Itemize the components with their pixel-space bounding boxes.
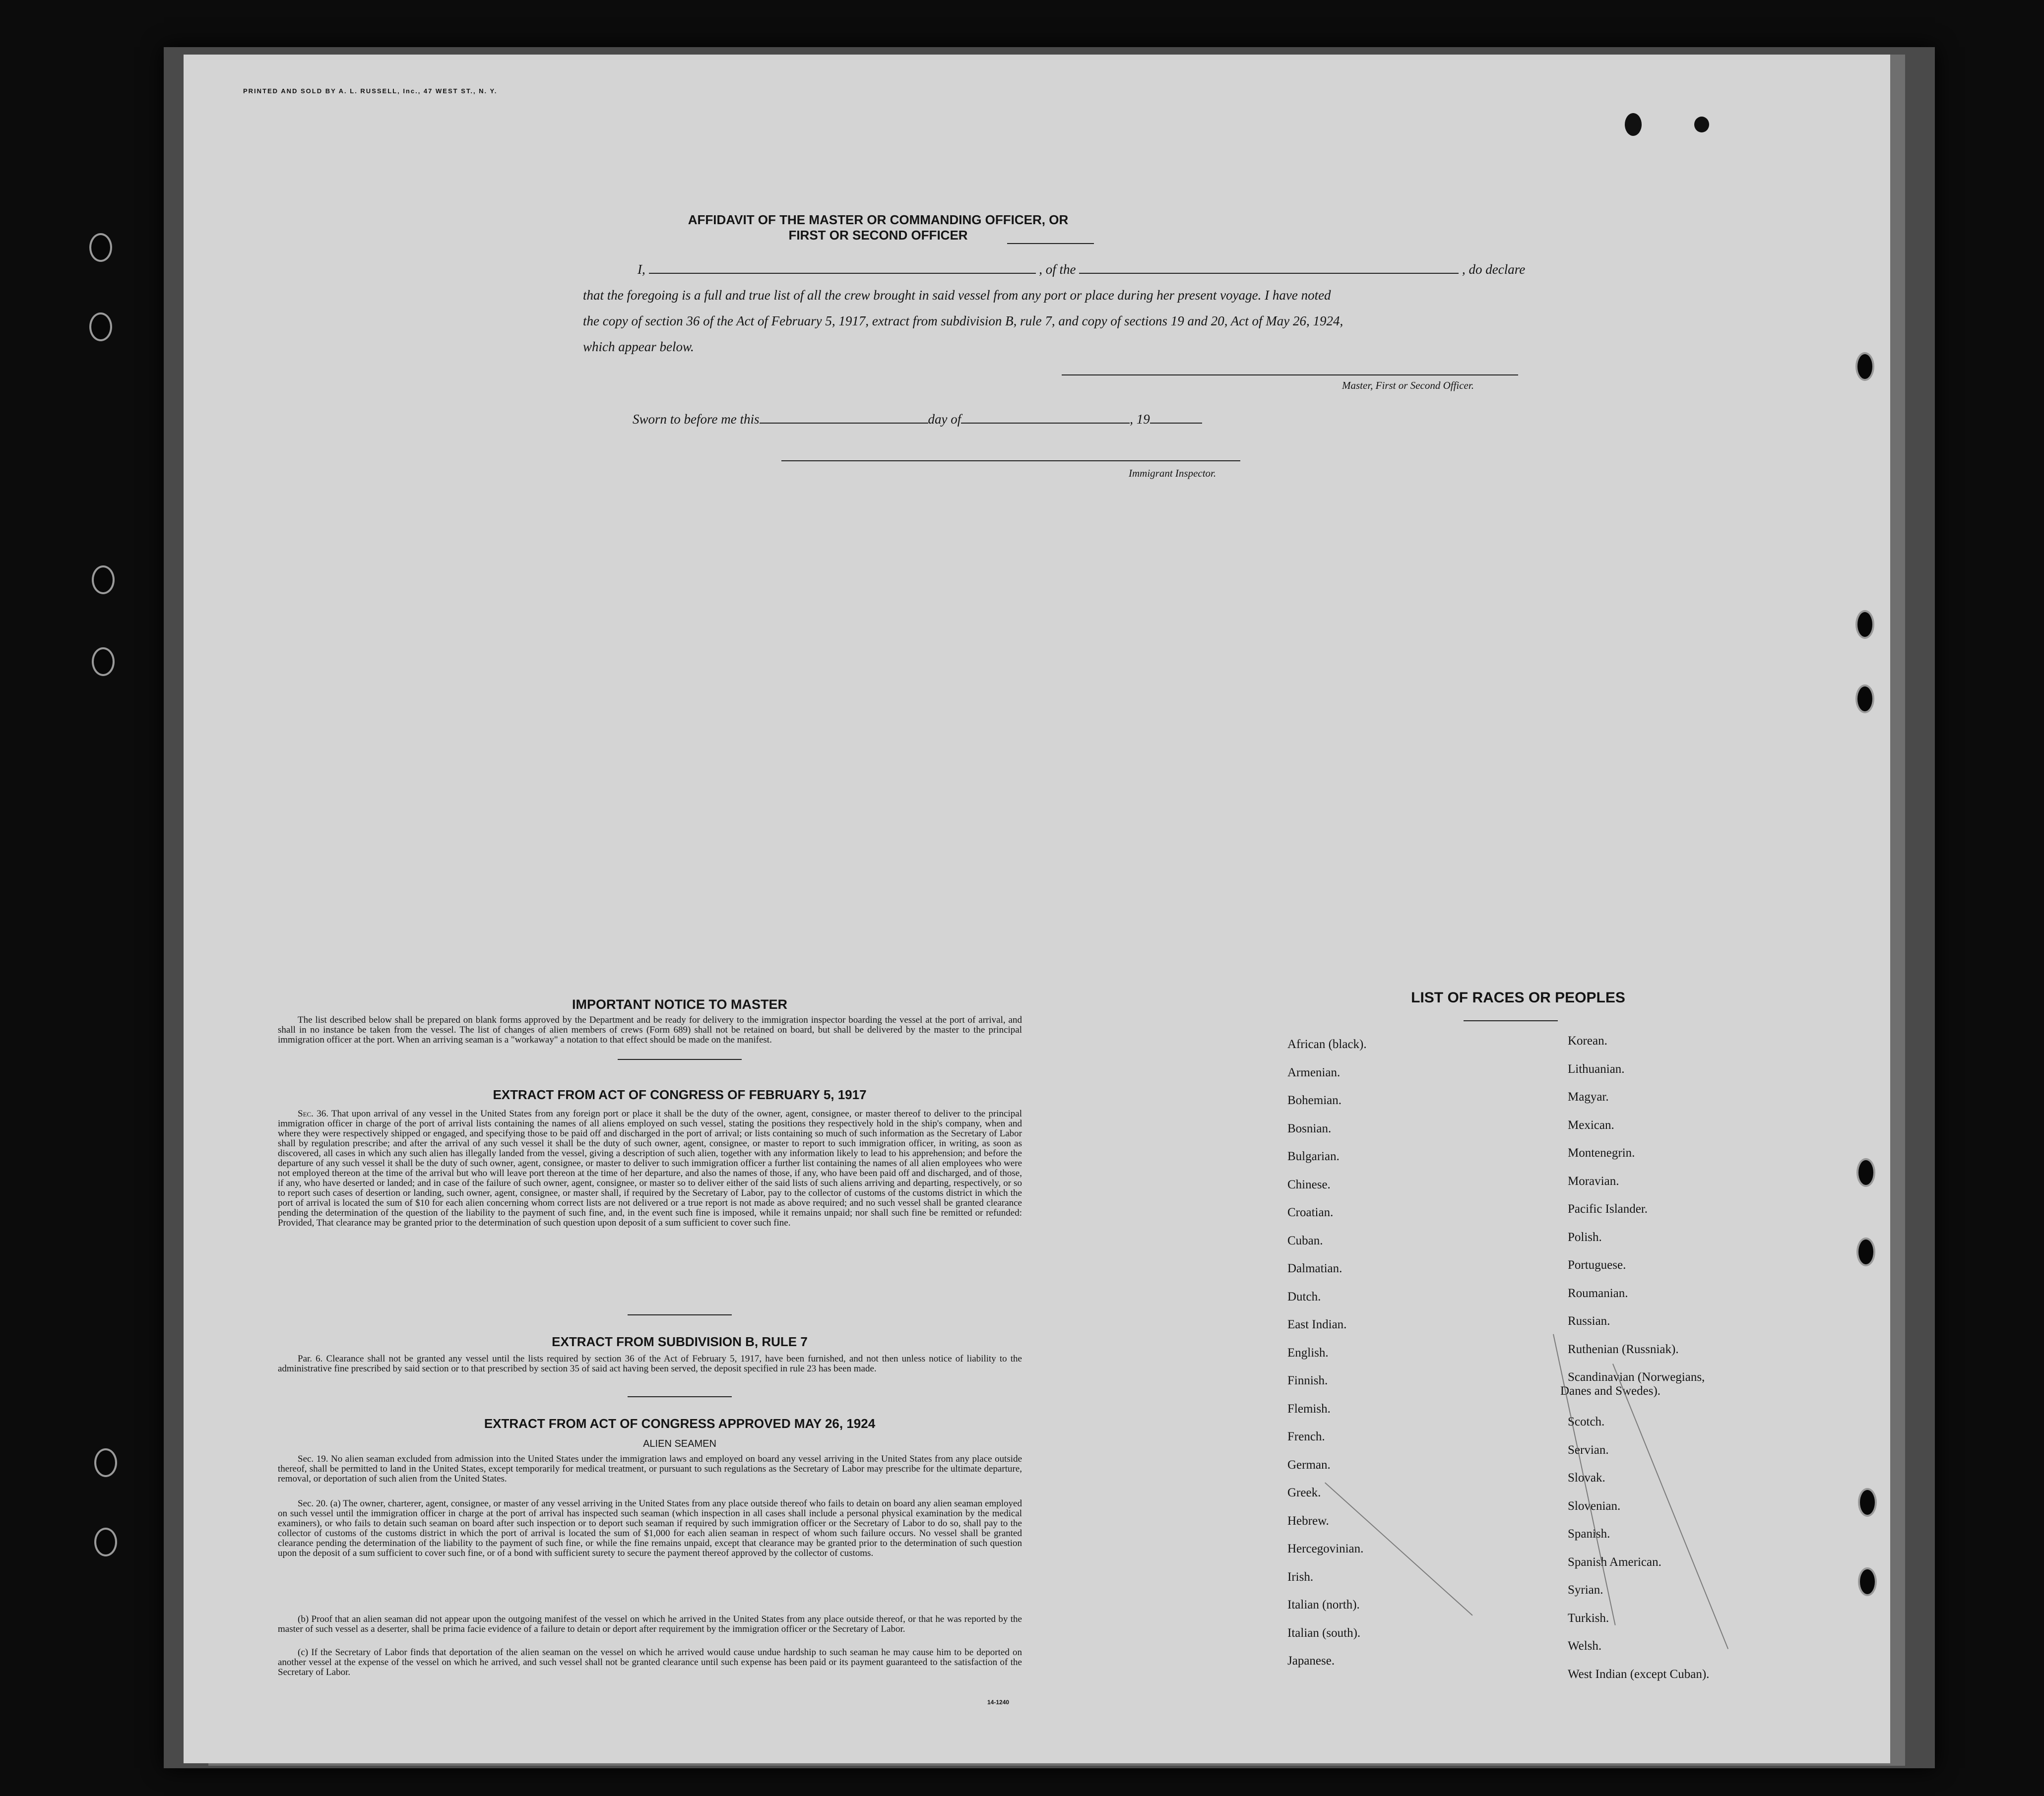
race-item: East Indian. [1287,1318,1347,1331]
race-item: Bohemian. [1287,1094,1342,1107]
section-rule [628,1314,732,1315]
race-item: Scotch. [1568,1415,1605,1428]
inspector-signature-label: Immigrant Inspector. [1129,467,1216,479]
race-item: Dalmatian. [1287,1262,1342,1275]
races-list-title: LIST OF RACES OR PEOPLES [1411,990,1625,1006]
race-item: Dutch. [1287,1290,1321,1303]
binder-hole [1855,352,1874,381]
ink-blot [1625,113,1642,136]
race-item: Ruthenian (Russniak). [1568,1342,1679,1356]
race-item: Slovenian. [1568,1499,1621,1513]
day-blank [760,423,928,424]
race-item: West Indian (except Cuban). [1568,1667,1710,1681]
race-item: African (black). [1287,1038,1367,1051]
title-rule [1007,243,1094,244]
race-item: Moravian. [1568,1174,1619,1188]
form-number: 14-1240 [987,1699,1010,1706]
printer-imprint: PRINTED AND SOLD BY A. L. RUSSELL, Inc., 47 WEST ST., N. Y. [243,87,498,95]
section-20b-text: (b) Proof that an alien seaman did not appear upon the outgoing manifest of the vessel on which he arrived in the United States from any place outside thereof, or that he was reported by the master of such vessel as a deserter, shall be prima facie evidence of a failure to detain or deport after requirement by the immigration officer or the Secretary of Labor. [278,1614,1022,1634]
binder-hole [1855,684,1874,713]
binder-hole [1856,1158,1875,1187]
declaration-end: , do declare [1462,262,1526,277]
master-signature-label: Master, First or Second Officer. [1342,379,1474,391]
name-blank [649,273,1036,274]
race-item: Polish. [1568,1230,1602,1244]
race-item: Lithuanian. [1568,1062,1625,1076]
race-item: French. [1287,1430,1325,1443]
race-item: Italian (south). [1287,1626,1361,1640]
notice-title: IMPORTANT NOTICE TO MASTER [572,997,787,1012]
declaration-line-2: that the foregoing is a full and true list of all the crew brought in said vessel from any port or place during her present voyage. I have noted [583,288,1331,303]
race-item: Korean. [1568,1034,1607,1048]
section-rule [618,1059,742,1060]
race-item: Scandinavian (Norwegians, [1568,1370,1705,1384]
section-20a-text: Sec. 20. (a) The owner, charterer, agent, consignee, or master of any vessel arriving in the United States from any place outside thereof who fails to detain on board any alien seaman employed on such vessel until the immigration officer in charge at the port of arrival has inspected such seaman (which inspection in all cases shall include a personal physical examination by the medical examiners), or who fails to detain such seaman on board after such inspection or to deport such seaman if required by such immigration officer or the Secretary of Labor to do so, shall pay to the collector of customs of the customs district in which the port of arrival is located the sum of $1,000 for each alien seaman in respect of whom such failure occurs. No vessel shall be granted clearance pending the determination of the liability to the payment of such fine, or while the fine remains unpaid, except that clearance may be granted prior to the determination of such question upon the deposit of a sum sufficient to cover such fine, or of a bond with sufficient surety to secure the payment thereof approved by the collector of customs. [278,1498,1022,1558]
list-title-rule [1464,1020,1558,1021]
extract-1917-title: EXTRACT FROM ACT OF CONGRESS OF FEBRUARY 5, 1917 [493,1087,867,1102]
year-blank [1150,423,1202,424]
race-item: Bosnian. [1287,1121,1332,1135]
declaration-i: I, [638,262,645,277]
race-item: Croatian. [1287,1206,1334,1219]
race-item: Russian. [1568,1314,1610,1328]
race-item: German. [1287,1458,1331,1472]
race-item: Spanish. [1568,1527,1610,1541]
vessel-blank [1079,273,1459,274]
race-item: Slovak. [1568,1471,1605,1485]
binder-hole [92,647,115,676]
race-item: Roumanian. [1568,1286,1628,1300]
declaration-line-4: which appear below. [583,339,694,354]
race-item: Irish. [1287,1570,1314,1584]
race-item: English. [1287,1346,1329,1360]
race-item: Danes and Swedes). [1560,1384,1661,1398]
inspector-signature-line[interactable] [781,460,1240,461]
race-item: Spanish American. [1568,1555,1661,1569]
section-20c-text: (c) If the Secretary of Labor finds that deportation of the alien seaman on the vessel on which he arrived would cause undue hardship to such seaman he may cause him to be deported on another vessel at the expense of the vessel on which he arrived, and such vessel shall not be granted clearance until such expense has been paid or its payment guaranteed to the satisfaction of the Secretary of Labor. [278,1647,1022,1677]
extract-1924-title: EXTRACT FROM ACT OF CONGRESS APPROVED MAY 26, 1924 [484,1416,876,1431]
declaration-line-3: the copy of section 36 of the Act of February 5, 1917, extract from subdivision B, rule 7, and copy of sections 19 and 20, Act of May 26, 1924, [583,313,1343,328]
extract-1917-sec: Sec. 36. [298,1109,328,1119]
race-item: Armenian. [1287,1065,1341,1079]
race-item: Hercegovinian. [1287,1542,1364,1555]
binder-hole [1858,1488,1877,1517]
declaration-of: , of the [1039,262,1076,277]
race-item: Bulgarian. [1287,1150,1340,1163]
extract-1917-body: That upon arrival of any vessel in the United States from any foreign port or place it shall be the duty of the owner, agent, consignee, or master thereof to deliver to the principal immigration officer in charge of the port of arrival lists containing the names of all aliens employed on such vessel, stating the positions they respectively hold in the ship's company, when and where they were respectively shipped or engaged, and specifying those to be paid off and discharged in the port of arrival; or lists containing so much of such information as the Secretary of Labor shall by regulation prescribe; and after the arrival of any such vessel it shall be the duty of such owner, agent, consignee, or master to report to such immigration officer, in writing, as soon as discovered, all cases in which any such alien has illegally landed from the vessel, giving a description of such alien, together with any information likely to lead to his apprehension; and before the departure of any such vessel it shall be the duty of such owner, agent, consignee, or master to deliver to such immigration officer a further list containing the names of all alien employees who were not employed thereon at the time of the arrival but who will leave port thereon at the time of her departure, and also the names of those, if any, who have been paid off and discharged, and of those, if any, who have deserted or landed; and in case of the failure of such owner, agent, consignee, or master so to deliver either of the said lists of such aliens arriving and departing, respectively, or so to report such cases of desertion or landing, such owner, agent, consignee, or master shall, if required by the Secretary of Labor, pay to the collector of customs of the customs district in which the port of arrival is located the sum of $10 for each alien concerning whom correct lists are not delivered or a true report is not made as above required; and no such vessel shall be granted clearance pending the determination of the question of the liability to the payment of such fine, and, in the event such fine is imposed, while it remains unpaid; nor shall such fine be remitted or refunded: Provided, That clearance may be granted prior to the determination of such question upon deposit of a sum sufficient to cover such fine. [278,1109,1022,1228]
race-item: Montenegrin. [1568,1146,1635,1160]
binder-hole [89,312,112,341]
race-item: Turkish. [1568,1611,1609,1625]
race-item: Italian (north). [1287,1598,1360,1611]
binder-hole [1858,1567,1877,1596]
race-item: Japanese. [1287,1654,1335,1668]
sworn-text: Sworn to before me this [633,412,760,427]
race-item: Syrian. [1568,1583,1603,1597]
race-item: Finnish. [1287,1374,1328,1387]
race-item: Greek. [1287,1486,1321,1499]
race-item: Hebrew. [1287,1514,1329,1528]
binder-hole [92,565,115,594]
binder-hole [94,1448,117,1477]
binder-hole [94,1528,117,1556]
master-signature-line[interactable] [1062,374,1518,375]
ink-blot [1694,117,1709,132]
race-item: Mexican. [1568,1118,1614,1132]
race-item: Cuban. [1287,1234,1323,1247]
rule-7-title: EXTRACT FROM SUBDIVISION B, RULE 7 [552,1334,808,1349]
race-item: Flemish. [1287,1402,1331,1416]
race-item: Pacific Islander. [1568,1202,1648,1216]
sworn-line [633,412,1202,427]
binder-hole [1855,610,1874,639]
declaration-line-1 [638,262,1525,277]
race-item: Chinese. [1287,1177,1331,1191]
day-of-text: day of [928,412,961,427]
binder-hole [89,233,112,262]
section-rule [628,1396,732,1397]
year-prefix: , 19 [1130,412,1150,427]
race-item: Servian. [1568,1443,1609,1457]
month-blank [961,423,1130,424]
race-item: Welsh. [1568,1639,1602,1653]
ink-scratch [1612,1363,1728,1649]
section-19-text: Sec. 19. No alien seaman excluded from admission into the United States under the immigration laws and employed on board any vessel arriving in the United States from any place outside thereof, shall be permitted to land in the United States, except temporarily for medical treatment, or pursuant to such regulations as the Secretary of Labor may prescribe for the ultimate departure, removal, or deportation of such alien from the United States. [278,1454,1022,1484]
alien-seamen-subtitle: ALIEN SEAMEN [643,1438,716,1449]
notice-text: The list described below shall be prepared on blank forms approved by the Department and be ready for delivery to the immigration inspector boarding the vessel at the port of arrival, and shall in no instance be taken from the vessel. The list of changes of alien members of crews (Form 689) shall not be retained on board, but shall be delivered by the master to the principal immigration officer at the port. When an arriving seaman is a "workaway" a notation to that effect should be made on the manifest. [278,1015,1022,1045]
extract-1917-text [278,1109,1022,1228]
rule-7-text: Par. 6. Clearance shall not be granted any vessel until the lists required by section 36 of the Act of February 5, 1917, have been furnished, and not then unless notice of liability to the administrative fine prescribed by said section or to that prescribed by section 35 of said act having been served, the deposit specified in rule 23 has been made. [278,1354,1022,1374]
race-item: Magyar. [1568,1090,1609,1104]
affidavit-title: AFFIDAVIT OF THE MASTER OR COMMANDING OFFICER, OR FIRST OR SECOND OFFICER [688,212,1069,243]
binder-hole [1856,1238,1875,1266]
race-item: Portuguese. [1568,1258,1626,1272]
manifest-page [184,55,1890,1763]
